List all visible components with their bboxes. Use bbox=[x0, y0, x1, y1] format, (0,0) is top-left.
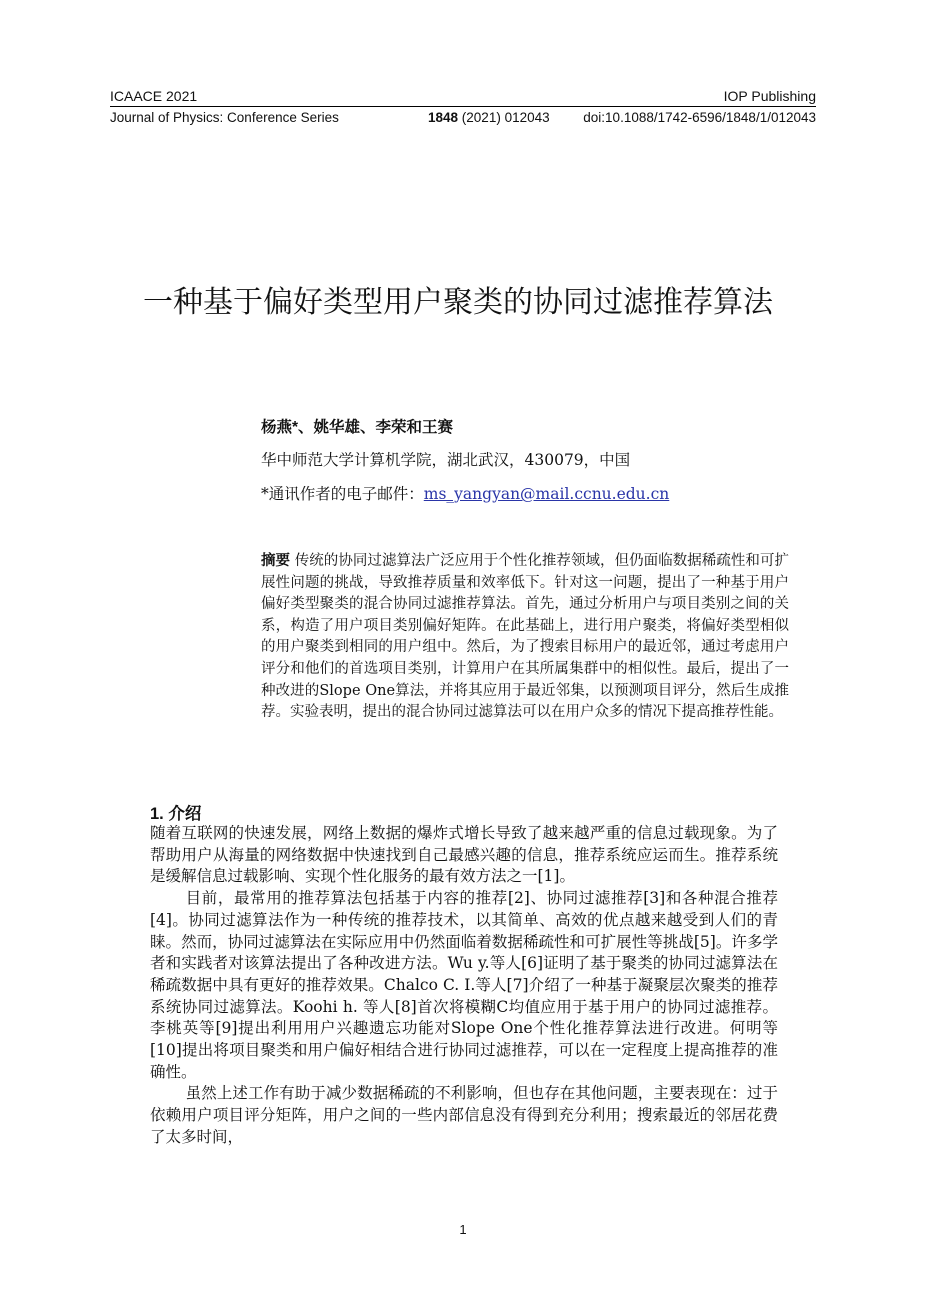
corresponding-email bbox=[261, 482, 669, 504]
year-article: (2021) 012043 bbox=[458, 110, 550, 125]
section-body bbox=[150, 823, 778, 1149]
abstract-text: 传统的协同过滤算法广泛应用于个性化推荐领域，但仍面临数据稀疏性和可扩展性问题的挑战，导致推荐质量和效率低下。针对这一问题，提出了一种基于用户偏好类型聚类的混合协同过滤推荐算法。首先，通过分析用户与项目类别之间的关系，构造了用户项目类别偏好矩阵。在此基础上，进行用户聚类，将偏好类型相似的用户聚类到相同的用户组中。然后，为了搜索目标用户的最近邻，通过考虑用户评分和他们的首选项目类别，计算用户在其所属集群中的相似性。最后，提出了一种改进的Slope One算法，并将其应用于最近邻集，以预测项目评分，然后生成推荐。实验表明，提出的混合协同过滤算法可以在用户众多的情况下提高推荐性能。 bbox=[261, 553, 789, 721]
paragraph: 虽然上述工作有助于减少数据稀疏的不利影响，但也存在其他问题，主要表现在：过于依赖用户项目评分矩阵，用户之间的一些内部信息没有得到充分利用；搜索最近的邻居花费了太多时间， bbox=[150, 1084, 778, 1146]
doi: doi:10.1088/1742-6596/1848/1/012043 bbox=[583, 110, 816, 125]
abstract bbox=[261, 551, 789, 724]
affiliation: 华中师范大学计算机学院，湖北武汉，430079，中国 bbox=[261, 451, 631, 469]
volume-number: 1848 bbox=[428, 110, 459, 125]
volume-info bbox=[428, 110, 550, 125]
section-heading: 1. 介绍 bbox=[150, 805, 202, 823]
email-label: *通讯作者的电子邮件： bbox=[261, 485, 424, 503]
page-number: 1 bbox=[459, 1222, 467, 1237]
journal-name: Journal of Physics: Conference Series bbox=[110, 110, 339, 125]
paper-title: 一种基于偏好类型用户聚类的协同过滤推荐算法 bbox=[143, 286, 773, 319]
paragraph: 目前，最常用的推荐算法包括基于内容的推荐[2]、协同过滤推荐[3]和各种混合推荐[4]。协同过滤算法作为一种传统的推荐技术，以其简单、高效的优点越来越受到人们的青睐。然而，协同过滤算法在实际应用中仍然面临着数据稀疏性和可扩展性等挑战[5]。许多学者和实践者对该算法提出了各种改进方法。Wu y.等人[6]证明了基于聚类的协同过滤算法在稀疏数据中具有更好的推荐效果。Chalco C. I.等人[7]介绍了一种基于凝聚层次聚类的推荐系统协同过滤算法。Koohi h. 等人[8]首次将模糊C均值应用于基于用户的协同过滤推荐。李桃英等[9]提出利用用户兴趣遗忘功能对Slope One个性化推荐算法进行改进。何明等[10]提出将项目聚类和用户偏好相结合进行协同过滤推荐，可以在一定程度上提高推荐的准确性。 bbox=[150, 889, 778, 1081]
paragraph: 随着互联网的快速发展，网络上数据的爆炸式增长导致了越来越严重的信息过载现象。为了帮助用户从海量的网络数据中快速找到自己最感兴趣的信息，推荐系统应运而生。推荐系统是缓解信息过载影响、实现个性化服务的最有效方法之一[1]。 bbox=[150, 824, 778, 886]
publisher-name: IOP Publishing bbox=[723, 88, 816, 104]
abstract-label: 摘要 bbox=[261, 553, 291, 569]
header-divider bbox=[110, 106, 816, 107]
author-list: 杨燕*、姚华雄、李荣和王赛 bbox=[261, 419, 454, 436]
conference-name: ICAACE 2021 bbox=[110, 88, 198, 104]
email-link[interactable]: ms_yangyan@mail.ccnu.edu.cn bbox=[423, 485, 670, 503]
